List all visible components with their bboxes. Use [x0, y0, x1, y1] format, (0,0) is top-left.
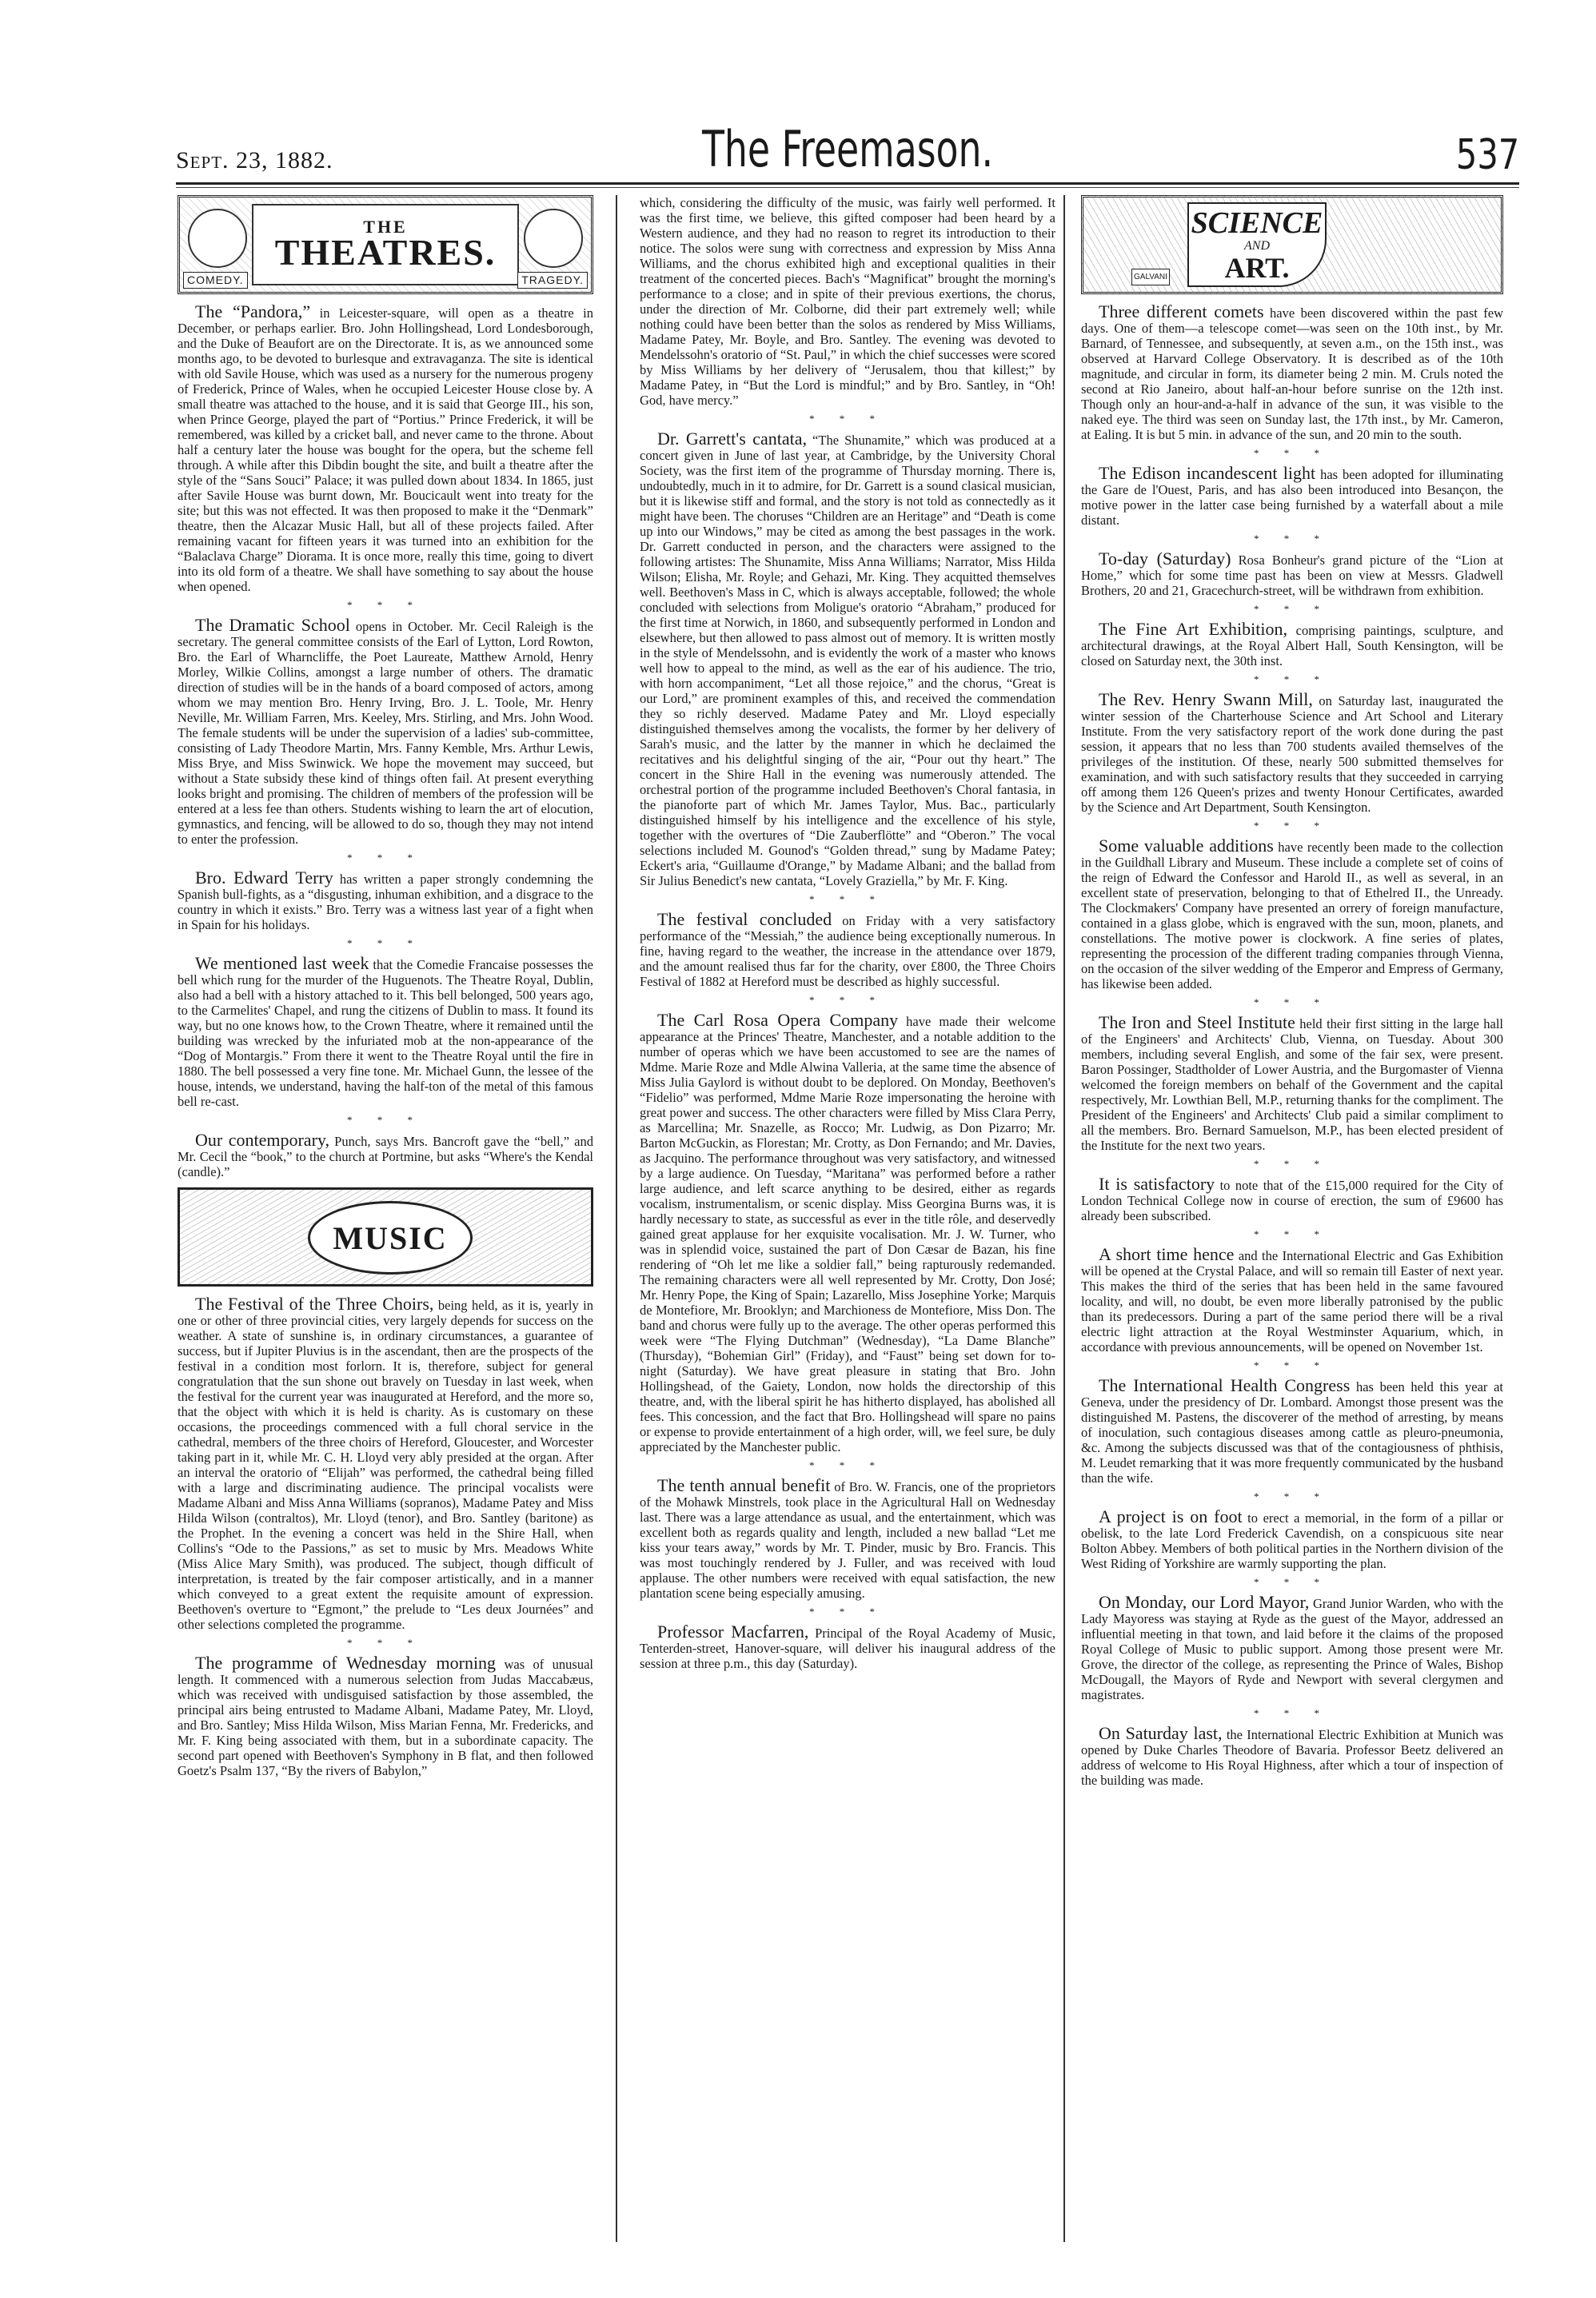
article-separator: * * * — [1254, 1707, 1331, 1719]
galvani-label: GALVANI — [1131, 269, 1170, 285]
article-paragraph — [1081, 1012, 1503, 1153]
article-body: Rosa Bonheur's grand picture of the “Lion at Home,” which for some time past has been on view at Messrs. Gladwell Brothers, 20 and 21, Gracechurch-street, will be withdrawn from exhibition. — [1081, 553, 1503, 598]
article-separator: * * * — [1254, 1490, 1331, 1502]
column-divider — [1063, 195, 1065, 2242]
article-lead: We mentioned last week — [195, 953, 369, 973]
banner-title-mid: AND — [1244, 238, 1270, 253]
music-banner — [178, 1187, 593, 1287]
music-banner-title: MUSIC — [308, 1201, 473, 1275]
comedy-mask-icon — [188, 209, 247, 268]
article-paragraph — [1081, 1176, 1503, 1223]
article-separator: * * * — [1254, 1576, 1331, 1588]
article-paragraph — [1081, 1375, 1503, 1486]
article-lead: A short time hence — [1099, 1244, 1235, 1264]
article-paragraph — [178, 1655, 593, 1778]
article-paragraph — [1081, 1244, 1503, 1354]
article-body: which, considering the difficulty of the music, was fairly well performed. It was the first time, we believe, this gifted composer had been heard by a Western audience, and they had no reason to regret its introduction to their notice. The solos were sung with correctness and expression by Miss Anna Williams, and the chorus exhibited high and exceptional qualities in their treatment of the concerted pieces. Bach's “Magnificat” brought the morning's performance to a close; and in spite of their previous exertions, the chorus, under the direction of Mr. Colborne, did their part extremely well; while nothing could have been better than the solos as rendered by Miss Williams, Madame Patey, Mr. Boyle, and Bro. Santley. The evening was devoted to Mendelssohn's oratorio of “St. Paul,” in which the chief successes were scored by Miss Williams by her delivery of “Jerusalem, thou that killest;” by Madame Patey, in “But the Lord is mindful;” and by Bro. Santley, in “Oh! God, have mercy.” — [640, 195, 1055, 408]
article-body: in Leicester-square, will open as a theatre in December, or perhaps earlier. Bro. John Hollingshead, Lord Londesborough, and the Duke of Beaufort are on the Directorate. It is, as we announced some months ago, to be devoted to burlesque and extravaganza. The site is identical with old Savile House, which was used as a nursery for the numerous progeny of Frederick, Prince of Wales, when he occupied Leicester House close by. A small theatre was attached to the house, and it is said that George III., his son, when Prince George, played the part of “Portius.” Prince Frederick, it will be remembered, was killed by a cricket ball, and never came to the throne. About half a century later the house was bought for the opera, but the scheme fell through. A while after this Dibdin bought the site, and built a theatre after the style of the “Sans Souci” Palace; it was pulled down about 1834. In 1865, just after Savile House was burnt down, Mr. Boucicault went into treaty for the site; but this was not effected. It was then proposed to make it the “Denmark” theatre, then the Alcazar Music Hall, but all of these projects failed. After remaining vacant for fifteen years it was turned into an exhibition for the “Balaclava Charge” Diorama. It is once more, really this time, going to divert into its old form of a theatre. We shall have something to say about the house when opened. — [178, 305, 594, 594]
article-body: “The Shunamite,” which was produced at a concert given in June of last year, at Cambridge, by the University Choral Society, was the first item of the programme of Thursday morning. There is, undoubtedly, much in it to admire, for Dr. Garrett is a sound clasical musician, but it is likewise stiff and formal, and the story is not told as connectedly as it might have been. The choruses “Children are an Heritage” and “Death is come up into our Windows,” may be cited as among the best passages in the work. Dr. Garrett conducted in person, and the characters were assigned to the following artistes: The Shunamite, Miss Anna Williams; Narrator, Miss Hilda Wilson; Elisha, Mr. Royle; and Gehazi, Mr. King. They acquitted themselves well. Beethoven's Mass in C, which is always acceptable, followed; the whole concluded with selections from Moligue's oratorio “Abraham,” produced for the first time at Norwich, in 1860, and subsequently performed in London and elsewhere, but then allowed to pass almost out of memory. It is written mostly in the style of Mendelssohn, and is evidently the work of a master who knows well how to appeal to the mind, as well as the ear of his audience. The trio, with horn accompaniment, “Let all those rejoice,” and the chorus, “Great is our Lord,” are prominent examples of this, and received the commendation they so richly deserved. Madame Patey and Mr. Lloyd especially distinguished themselves among the vocalists, the former by her delivery of Sarah's music, and the latter by the manner in which he declaimed the recitatives and his delightful singing of the air, “Pour out thy heart.” The concert in the Shire Hall in the evening was numerously attended. The orchestral portion of the programme included Beethoven's Choral fantasia, in the pianoforte part of which Mr. James Taylor, Mus. Bac., particularly distinguished himself by his intelligence and the excellence of his style, together with the overtures of “Die Zauberflötte” and “Oberon.” The vocal selections included M. Gounod's “Golden thread,” sung by Madame Patey; Eckert's aria, “Guillaume d'Orange,” by Madame Albani; and the ballad from Sir Julius Benedict's new cantata, “Lovely Graziella,” by Mr. F. King. — [640, 433, 1056, 888]
article-lead: To-day (Saturday) — [1099, 549, 1231, 569]
tragedy-mask-icon — [524, 209, 583, 268]
article-body: Grand Junior Warden, who with the Lady Mayoress was staying at Ryde as the guest of the Mayor, addressed an influential meeting in that town, and laid before it the claims of the proposed Royal College of Music to public support. Among those present were Mr. Grove, the director of the college, as representing the Prince of Wales, Bishop McDougall, the Mayors of Ryde and Newport with several clergymen and magistrates. — [1081, 1596, 1503, 1702]
article-paragraph — [640, 1624, 1055, 1671]
article-body: have recently been made to the collection in the Guildhall Library and Museum. These include a complete set of coins of the reign of Edward the Confessor and Harold II., as well as several, in an excellent state of preservation, belonging to that of Ethelred II., the Unready. The Clockmakers' Company have presented an orrery of foreign manufacture, contained in a glass globe, which is engraved with the sun, moon, planets, and constellations. The motive power is clockwork. A fine series of plates, representing the procession of the different trading companies through Vienna, on the occasion of the silver wedding of the Emperor and Empress of Germany, has likewise been added. — [1081, 840, 1503, 991]
article-lead: On Monday, our Lord Mayor, — [1099, 1592, 1310, 1612]
article-lead: The Edison incandescent light — [1099, 463, 1316, 483]
article-body: has been adopted for illuminating the Gare de l'Ouest, Paris, and has also been introduced into Besançon, the motive power in the latter case being furnished by a waterfall about a mile distant. — [1081, 467, 1504, 528]
article-separator: * * * — [809, 994, 886, 1006]
article-lead: Three different comets — [1099, 301, 1264, 321]
article-paragraph — [640, 195, 1055, 408]
article-separator: * * * — [809, 1606, 886, 1618]
article-lead: The Fine Art Exhibition, — [1099, 619, 1287, 639]
article-body: being held, as it is, yearly in one or other of three provincial cities, very largely depends for success on the weather. A state of sunshine is, in ordinary circumstances, a guarantee of success, but if Jupiter Pluvius is in the ascendant, then are the prospects of the festival in a condition most forlorn. It is, therefore, subject for general congratulation that the sun shone out bravely on Tuesday in last week, when the festival for the current year was inaugurated at Hereford, and the more so, that the object with which it is held is charity. As is customary on these occasions, the proceedings commenced with a full choral service in the cathedral, members of the three choirs of Hereford, Gloucester, and Worcester taking part in it, while Mr. C. H. Lloyd very ably presided at the organ. After an interval the oratorio of “Elijah” was performed, the cathedral being filled with a large and discriminating audience. The principal vocalists were Madame Albani and Miss Anna Williams (sopranos), Madame Patey and Miss Hilda Wilson (contraltos), Mr. Lloyd (tenor), and Bro. Santley (baritone) as the Prophet. In the evening a concert was held in the Shire Hall, when Collins's “Ode to the Passions,” as set to music by Mrs. Meadows White (Miss Alice Mary Smith), was produced. The subject, though difficult of interpretation, is treated by the fair composer artistically, and in a manner which conveyed to a great extent the requisite amount of expression. Beethoven's overture to “Egmont,” the prelude to “Les deux Journées” and other selections completed the programme. — [178, 1298, 594, 1632]
article-body: Punch, says Mrs. Bancroft gave the “bell,” and Mr. Cecil the “book,” to the church at Portmine, but asks “Where's the Kendal (candle).” — [178, 1134, 594, 1179]
article-paragraph — [1081, 689, 1504, 815]
article-paragraph — [640, 909, 1056, 989]
article-separator: * * * — [347, 599, 424, 611]
article-separator: * * * — [809, 1459, 886, 1471]
article-separator: * * * — [809, 413, 886, 425]
article-body: held their first sitting in the large hall of the Engineers' and Architects' Club, Vienna, on Tuesday. About 300 members, including several English, and some of the fair sex, were present. Baron Possinger, Stadtholder of Lower Austria, and the Burgomaster of Vienna welcomed the foreign members on behalf of the Government and the capital respectively, Mr. Lowthian Bell, M.P., returning thanks for the compliment. The President of the Engineers' and Architects' Club paid a similar compliment to all the members. Bro. Bernard Samuelson, M.P., has been elected president of the Institute for the next two years. — [1081, 1016, 1503, 1153]
masthead-rule-thin — [176, 187, 1519, 188]
page-number: 537 — [1455, 131, 1519, 179]
article-paragraph — [1081, 621, 1503, 668]
article-lead: The Iron and Steel Institute — [1099, 1012, 1295, 1032]
article-paragraph — [178, 1132, 593, 1179]
masthead-rule — [176, 182, 1519, 185]
article-lead: The festival concluded — [657, 909, 832, 929]
article-separator: * * * — [1254, 447, 1331, 459]
article-separator: * * * — [1254, 1158, 1331, 1170]
article-paragraph — [640, 431, 1055, 888]
article-separator: * * * — [347, 852, 424, 864]
article-separator: * * * — [347, 937, 424, 949]
article-paragraph — [1081, 1725, 1503, 1788]
science-art-banner — [1081, 195, 1503, 294]
article-paragraph — [178, 953, 593, 1109]
banner-title-top: SCIENCE — [1191, 205, 1323, 240]
article-body: the International Electric Exhibition at Munich was opened by Duke Charles Theodore of Bavaria. Professor Beetz delivered an address of welcome to His Royal Highness, after which a tour of inspection of the building was made. — [1081, 1727, 1503, 1788]
article-paragraph — [640, 1012, 1055, 1454]
theatres-banner — [178, 195, 593, 294]
tragedy-label: TRAGEDY. — [517, 272, 588, 289]
article-body: opens in October. Mr. Cecil Raleigh is the secretary. The general committee consists of the Earl of Lytton, Lord Rowton, Bro. the Earl of Wharncliffe, the Poet Laureate, Matthew Arnold, Henry Morley, Wilkie Collins, amongst a large number of others. The dramatic direction of studies will be in the hands of a board composed of actors, among whom we may mention Bro. Henry Irving, Bro. J. L. Toole, Mr. Henry Neville, Mr. William Farren, Mrs. Keeley, Mrs. Stirling, and Mrs. John Wood. The female students will be under the supervision of a ladies' sub-committee, consisting of Lady Theodore Martin, Mrs. Fanny Kemble, Mrs. Arthur Lewis, Miss Brye, and Miss Swinwick. We hope the movement may succeed, but without a State subsidy these kind of things often fail. At present everything looks bright and promising. The children of members of the profession will be entered at a less fee than others. Students wishing to learn the art of elocution, gymnastics, and fencing, will be allowed to do so, though they may not intend to enter the profession. — [178, 619, 594, 847]
masthead — [176, 120, 1519, 184]
article-separator: * * * — [1254, 533, 1331, 545]
article-lead: The Dramatic School — [195, 615, 350, 635]
column-science-art — [1081, 195, 1503, 1791]
article-body: Principal of the Royal Academy of Music, Tenterden-street, Hanover-square, will deliver his inaugural address of the session at three p.m., this day (Saturday). — [640, 1626, 1055, 1671]
article-lead: On Saturday last, — [1099, 1723, 1223, 1743]
article-lead: Our contemporary, — [195, 1130, 329, 1150]
article-body: on Saturday last, inaugurated the winter session of the Charterhouse Science and Art School and Literary Institute. From the very satisfactory report of the work done during the past session, it appears that no less than 700 students availed themselves of the privileges of the institution. Of these, nearly 500 submitted themselves for examination, and with such satisfactory results that they succeeded in carrying off among them 126 Queen's prizes and twenty Honour Certificates, awarded by the Science and Art Department, South Kensington. — [1081, 693, 1504, 815]
article-body: to erect a memorial, in the form of a pillar or obelisk, to the late Lord Frederick Cavendish, on a conspicuous site near Bolton Abbey. Members of both political parties in the Northern division of the West Riding of Yorkshire are warmly supporting the plan. — [1081, 1510, 1504, 1571]
article-lead: Some valuable additions — [1099, 836, 1274, 856]
article-body: has been held this year at Geneva, under the presidency of Dr. Lombard. Amongst those present was the distinguished M. Pastens, the discoverer of the method of arresting, by means of inoculation, such contagious diseases among cattle as pleuro-pneumonia, &c. Among the subjects discussed was that of the contagiousness of phthisis, M. Leudet remarking that it was more frequently communicated by the husband than the wife. — [1081, 1379, 1503, 1486]
article-lead: The Carl Rosa Opera Company — [657, 1010, 899, 1030]
article-body: have made their welcome appearance at the Princes' Theatre, Manchester, and a notable addition to the number of operas which we have been accustomed to see are the names of Mdme. Marie Roze and Mdle Alwina Valleria, at the same time the absence of Miss Julia Gaylord is without doubt to be deplored. On Monday, Beethoven's “Fidelio” was performed, Mdme Marie Roze impersonating the heroine with great power and success. The other characters were filled by Miss Clara Perry, as Marcellina; Mr. Snazelle, as Rocco; Mr. Ludwig, as Don Pizarro; Mr. Barton McGuckin, as Florestan; Mr. Crotty, as Don Fernando; and Mr. Davies, as Jacquino. The performance throughout was very satisfactory, and witnessed by a large audience. On Tuesday, “Maritana” was performed before a rather large audience, and left scarce anything to be desired, either as regards vocalism, instrumentalism, or scenic display. Miss Georgina Burns was, it is hardly necessary to state, as successful as ever in the title rôle, and deservedly gained great applause for her exquisite vocalisation. Mr. J. W. Turner, who was in splendid voice, sustained the part of Don Cæsar de Bazan, his fine rendering of “Oh let me like a soldier fall,” being rapturously redemanded. The remaining characters were all well represented by Mr. Crotty, Don José; Mr. Henry Pope, the King of Spain; Lazarello, Miss Josephine Yorke; Marquis de Montefiore, Mr. Brooklyn; and Marchioness de Montefiore, Miss Don. The band and chorus were fully up to the average. The other operas performed this week were “The Flying Dutchman” (Wednesday), “La Dame Blanche” (Thursday), “Bohemian Girl” (Friday), and “Faust” being set down for to-night (Saturday). We have great pleasure in stating that Bro. John Hollingshead, of the Gaiety, London, now holds the directorship of this theatre, and, with the liberal spirit he has hitherto displayed, has abolished all fees. This concession, and the fact that Bro. Hollingshead will spare no pains or expense to provide entertainment of a high order, will, we feel sure, be duly appreciated by the Manchester public. — [640, 1014, 1056, 1454]
article-paragraph — [178, 870, 593, 932]
article-paragraph — [1081, 465, 1503, 528]
article-lead: The “Pandora,” — [195, 301, 311, 321]
article-lead: Bro. Edward Terry — [195, 868, 333, 888]
article-separator: * * * — [1254, 820, 1331, 832]
publication-title: The Freemason. — [701, 120, 994, 178]
column-theatres-music — [178, 195, 593, 1781]
article-body: comprising paintings, sculpture, and architectural drawings, at the Royal Albert Hall, South Kensington, will be closed on Saturday next, the 30th inst. — [1081, 623, 1504, 668]
article-lead: It is satisfactory — [1099, 1174, 1215, 1194]
article-body: that the Comedie Francaise possesses the bell which rung for the murder of the Huguenots. The Theatre Royal, Dublin, also had a bell with a history attached to it. This bell belonged, 500 years ago, to the Carmelites' Chapel, and rung the citizens of Dublin to mass. It found its way, but no one knows how, to the Crown Theatre, where it remained until the building was wrecked by the infuriated mob at the non-appearance of the “Dog of Montargis.” From there it went to the Theatre Royal until the fire in 1880. The bell possessed a very fine tone. Mr. Michael Gunn, the lessee of the house, intends, we understand, having the half-ton of the metal of this famous bell re-cast. — [178, 957, 593, 1109]
article-separator: * * * — [1254, 996, 1331, 1008]
article-body: has written a paper strongly condemning the Spanish bull-fights, as a “disgusting, inhuman exhibition, and a disgrace to the country in which it exists.” Bro. Terry was a witness last year of a fight when in Spain for his holidays. — [178, 872, 594, 932]
article-body: to note that of the £15,000 required for the City of London Technical College now in course of erection, the sum of £9600 has already been subscribed. — [1081, 1178, 1503, 1223]
column-divider — [616, 195, 617, 2242]
article-paragraph — [1081, 1506, 1504, 1571]
article-lead: The Festival of the Three Choirs, — [195, 1294, 434, 1314]
article-lead: The programme of Wednesday morning — [195, 1653, 497, 1673]
article-lead: Dr. Garrett's cantata, — [657, 429, 807, 449]
article-separator: * * * — [809, 893, 886, 905]
article-body: have been discovered within the past few days. One of them—a telescope comet—was seen on the 10th inst., by Mr. Barnard, of Tennessee, and subsequently, at seven a.m., on the 15th inst., was observed at Harvard College Observatory. It is described as of the 10th magnitude, and circular in form, its diameter being 2 min. M. Cruls noted the second at Rio Janeiro, about half-an-hour before sunrise on the 12th inst. Though only an hour-and-a-half in advance of the sun, it was visible to the naked eye. The third was seen on Sunday last, the 17th inst., by Mr. Cameron, at Ealing. It is but 5 min. in advance of the sun, and 20 min to the south. — [1081, 305, 1503, 442]
article-paragraph — [640, 1475, 1056, 1601]
article-separator: * * * — [1254, 673, 1331, 685]
banner-title-top: THE — [363, 216, 408, 237]
article-body: and the International Electric and Gas Exhibition will be opened at the Crystal Palace, and will so remain till Easter of next year. This makes the third of the series that has been held in the same favoured locality, and will, no doubt, be even more liberally patronised by the public than its predecessors. During a part of the same period there will be a rival electric light attraction at the Royal Westminster Aquarium, which, in accordance with previous announcements, will be opened on November 1st. — [1081, 1248, 1503, 1354]
column-music-continued — [640, 195, 1055, 1674]
banner-title: ART. — [1224, 251, 1290, 284]
article-paragraph — [1081, 1594, 1503, 1702]
article-paragraph — [178, 301, 594, 594]
article-paragraph — [178, 617, 593, 847]
article-paragraph — [178, 1296, 593, 1632]
article-separator: * * * — [1254, 1359, 1331, 1371]
article-body: of Bro. W. Francis, one of the proprietors of the Mohawk Minstrels, took place in the Agricultural Hall on Wednesday last. There was a large attendance as usual, and the entertainment, which was excellent both as regards quality and length, included a new ballad “Let me kiss your tears away,” words by Mr. T. Pinder, music by Bro. Francis. This was most touchingly rendered by J. Fuller, and was received with loud applause. The other numbers were received with equal satisfaction, the new plantation scene being especially amusing. — [640, 1479, 1056, 1601]
article-separator: * * * — [347, 1114, 424, 1126]
article-paragraph — [1081, 301, 1503, 442]
article-lead: Professor Macfarren, — [657, 1622, 809, 1642]
article-separator: * * * — [1254, 603, 1331, 615]
issue-date: Sept. 23, 1882. — [176, 147, 333, 174]
article-paragraph — [1081, 838, 1503, 991]
article-separator: * * * — [347, 1637, 424, 1649]
article-body: was of unusual length. It commenced with a numerous selection from Judas Maccabæus, which was received with undisguised satisfaction by those assembled, the principal airs being entrusted to Madame Albani, Madame Patey, Mr. Lloyd, and Bro. Santley; Miss Hilda Wilson, Miss Marian Fenna, Mr. Fredericks, and Mr. F. King being associated with them, but in a subordinate capacity. The second part opened with Beethoven's Symphony in B flat, and then followed Goetz's Psalm 137, “By the rivers of Babylon,” — [178, 1657, 594, 1778]
article-paragraph — [1081, 551, 1503, 598]
comedy-label: COMEDY. — [183, 272, 248, 289]
article-lead: The Rev. Henry Swann Mill, — [1099, 689, 1313, 709]
article-lead: A project is on foot — [1099, 1506, 1243, 1526]
article-lead: The International Health Congress — [1099, 1375, 1351, 1395]
article-lead: The tenth annual benefit — [657, 1475, 831, 1495]
article-body: on Friday with a very satisfactory performance of the “Messiah,” the audience being exceptionally numerous. In fine, having regard to the weather, the increase in the attendance over 1879, and the amount realised thus far for the charity, over £800, the Three Choirs Festival of 1882 at Hereford must be described as highly successful. — [640, 913, 1056, 989]
article-separator: * * * — [1254, 1228, 1331, 1240]
banner-title: THEATRES. — [274, 231, 497, 273]
